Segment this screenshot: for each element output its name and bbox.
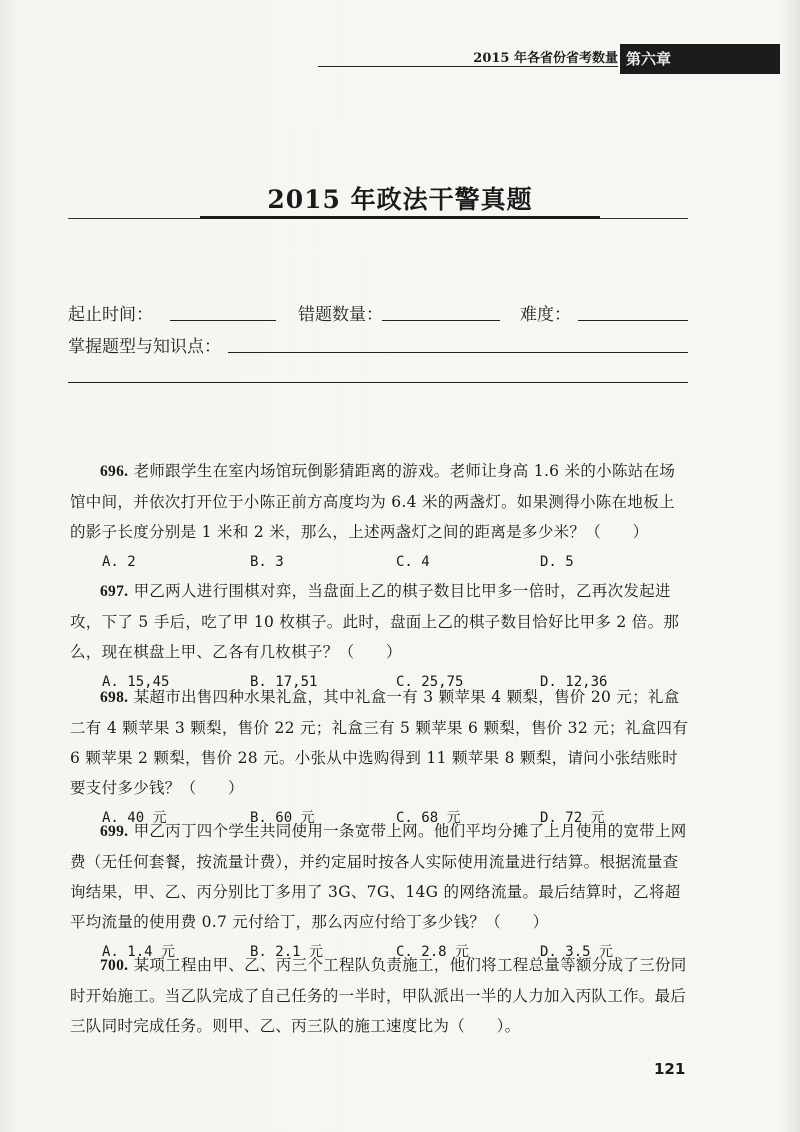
option-d[interactable]: D. 3.5 元	[540, 944, 614, 960]
option-d[interactable]: D. 5	[540, 554, 574, 570]
question-number: 697.	[100, 583, 129, 600]
difficulty-blank[interactable]	[578, 320, 688, 321]
chapter-tab: 第六章	[620, 44, 780, 74]
option-c[interactable]: C. 2.8 元	[396, 944, 470, 960]
header-rule	[318, 66, 618, 67]
question-number: 696.	[100, 463, 129, 480]
mastered-blank[interactable]	[228, 352, 688, 353]
option-c[interactable]: C. 25,75	[396, 674, 464, 690]
options-row	[70, 547, 690, 577]
option-d[interactable]: D. 72 元	[540, 810, 605, 826]
question-text: 甲乙丙丁四个学生共同使用一条宽带上网。他们平均分摊了上月使用的宽带上网费（无任何套餐，按流量计费），并约定届时按各人实际使用流量进行结算。根据流量查询结果，甲、乙、丙分别比丁多用了 3G、7G、14G 的网络流量。最后结算时，乙将超平均流量的使用费 0.7 元付给丁，那么丙应付给丁多少钱？（ ）	[70, 822, 687, 931]
option-a[interactable]: A. 15,45	[102, 674, 170, 690]
question-698	[70, 682, 690, 833]
question-696	[70, 456, 690, 577]
question-number: 699.	[100, 823, 129, 840]
running-header-title: 2015 年各省份省考数量	[473, 51, 618, 66]
option-b[interactable]: B. 2.1 元	[250, 944, 324, 960]
title-rule-thick	[200, 216, 600, 219]
wrong-count-label: 错题数量：	[298, 305, 383, 325]
start-end-time-blank[interactable]	[170, 320, 276, 321]
page-number: 121	[654, 1060, 686, 1078]
mastered-label: 掌握题型与知识点：	[68, 337, 221, 357]
option-b[interactable]: B. 17,51	[250, 674, 318, 690]
option-a[interactable]: A. 2	[102, 554, 136, 570]
option-a[interactable]: A. 1.4 元	[102, 944, 176, 960]
option-c[interactable]: C. 68 元	[396, 810, 461, 826]
option-c[interactable]: C. 4	[396, 554, 430, 570]
option-b[interactable]: B. 3	[250, 554, 284, 570]
question-text: 甲乙两人进行围棋对弈，当盘面上乙的棋子数目比甲多一倍时，乙再次发起进攻，下了 5 手后，吃了甲 10 枚棋子。此时，盘面上乙的棋子数目恰好比甲多 2 倍。那么，现在棋盘上甲、乙各有几枚棋子？（ ）	[70, 582, 680, 661]
question-text: 某项工程由甲、乙、丙三个工程队负责施工，他们将工程总量等额分成了三份同时开始施工。当乙队完成了自己任务的一半时，甲队派出一半的人力加入丙队工作。最后三队同时完成任务。则甲、乙、丙三队的施工速度比为（ ）。	[70, 956, 687, 1035]
mastered-blank-2[interactable]	[68, 382, 688, 383]
start-end-time-label: 起止时间：	[68, 305, 153, 325]
question-697	[70, 576, 690, 697]
question-700	[70, 950, 690, 1041]
page-title: 2015 年政法干警真题	[267, 185, 533, 214]
option-a[interactable]: A. 40 元	[102, 810, 167, 826]
question-699	[70, 816, 690, 967]
option-b[interactable]: B. 60 元	[250, 810, 315, 826]
question-text: 某超市出售四种水果礼盒，其中礼盒一有 3 颗苹果 4 颗梨，售价 20 元；礼盒二有 4 颗苹果 3 颗梨，售价 22 元；礼盒三有 5 颗苹果 6 颗梨，售价 32 元；礼盒四有 6 颗苹果 2 颗梨，售价 28 元。小张从中选购得到 11 颗苹果 8 颗梨，请问小张结账时要支付多少钱？（ ）	[70, 688, 689, 797]
question-number: 698.	[100, 689, 129, 706]
difficulty-label: 难度：	[520, 305, 571, 325]
option-d[interactable]: D. 12,36	[540, 674, 608, 690]
question-number: 700.	[100, 957, 129, 974]
question-text: 老师跟学生在室内场馆玩倒影猜距离的游戏。老师让身高 1.6 米的小陈站在场馆中间，并依次打开位于小陈正前方高度均为 6.4 米的两盏灯。如果测得小陈在地板上的影子长度分别是 1 米和 2 米，那么，上述两盏灯之间的距离是多少米？（ ）	[70, 462, 676, 541]
wrong-count-blank[interactable]	[382, 320, 500, 321]
